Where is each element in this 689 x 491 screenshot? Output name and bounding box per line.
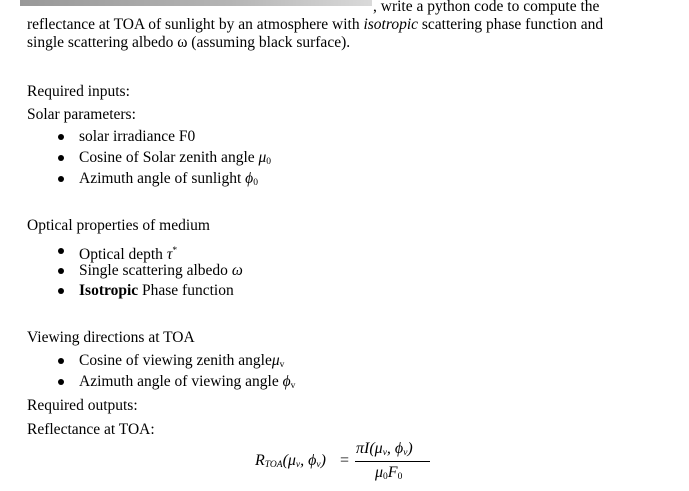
viewing-item-zenith-label: Cosine of viewing zenith angle <box>79 352 272 369</box>
bullet-icon <box>58 268 64 274</box>
numerator-args-close: ) <box>407 440 413 457</box>
formula-numerator <box>356 440 413 458</box>
mu-v-subscript: v <box>295 460 301 470</box>
tau-symbol: τ <box>166 246 173 263</box>
intro-line-2-start: reflectance at TOA of sunlight by an atmosphere with <box>27 16 364 33</box>
mu-zero-symbol: μ <box>375 464 384 481</box>
intro-isotropic-italic: isotropic <box>363 16 419 33</box>
bullet-icon <box>58 358 64 364</box>
irradiance-symbol: F <box>387 464 398 481</box>
viewing-directions-heading <box>27 329 195 347</box>
mu-subscript: 0 <box>266 157 272 167</box>
solar-item-irradiance-text: solar irradiance F0 <box>79 128 196 145</box>
required-inputs-heading <box>27 83 130 101</box>
bullet-icon <box>58 288 64 294</box>
optical-item-depth-text <box>79 242 177 264</box>
tau-superscript: * <box>172 246 178 256</box>
intro-line-2 <box>27 16 603 34</box>
bullet-icon <box>58 155 64 161</box>
intro-line-1-text: , write a python code to compute the <box>373 0 600 15</box>
formula-lhs <box>255 452 326 470</box>
phi-v-subscript: v <box>403 448 408 458</box>
numerator-args-open: (μ <box>369 440 383 457</box>
isotropic-bold: Isotropic <box>79 282 139 299</box>
mu-subscript: v <box>279 360 285 370</box>
equals-sign: = <box>340 452 350 469</box>
lhs-args-mid: , ϕ <box>300 452 317 469</box>
mu-symbol: μ <box>271 352 280 369</box>
bullet-icon <box>58 248 64 254</box>
reflectance-heading <box>27 421 155 439</box>
reflectance-symbol: R <box>255 452 265 469</box>
optical-item-albedo-text <box>79 262 243 280</box>
phi-symbol: ϕ <box>245 170 254 187</box>
intro-line-1 <box>373 0 599 16</box>
reflectance-text: Reflectance at TOA: <box>27 421 155 438</box>
mu-symbol: μ <box>258 149 267 166</box>
viewing-item-zenith-text <box>79 352 284 374</box>
phi-subscript: 0 <box>253 178 258 188</box>
required-inputs-text: Required inputs: <box>27 83 130 100</box>
intro-line-3-text: single scattering albedo ω (assuming black surface). <box>27 34 351 51</box>
f-zero-subscript: 0 <box>397 472 403 482</box>
phi-symbol: ϕ <box>282 373 291 390</box>
bullet-icon <box>58 176 64 182</box>
viewing-directions-text: Viewing directions at TOA <box>27 329 195 346</box>
solar-parameters-heading <box>27 106 136 124</box>
bullet-icon <box>58 379 64 385</box>
cropped-text-remnant <box>20 0 372 6</box>
fraction-bar <box>355 461 430 462</box>
solar-item-azimuth-label: Azimuth angle of sunlight <box>79 170 246 187</box>
mu-zero-subscript: 0 <box>383 472 388 482</box>
viewing-item-azimuth-label: Azimuth angle of viewing angle <box>79 373 283 390</box>
solar-item-zenith-label: Cosine of Solar zenith angle <box>79 149 259 166</box>
lhs-args-open: (μ <box>282 452 296 469</box>
optical-properties-heading <box>27 217 210 235</box>
intro-line-2-end: scattering phase function and <box>418 16 604 33</box>
pi-intensity-symbol: πI <box>356 440 370 457</box>
lhs-args-close: ) <box>320 452 326 469</box>
optical-item-phase-text <box>79 282 234 300</box>
optical-item-phase-label: Phase function <box>138 282 234 299</box>
viewing-item-azimuth-text <box>79 373 295 395</box>
formula-equals <box>340 452 349 470</box>
phi-subscript: v <box>290 381 296 391</box>
bullet-icon <box>58 134 64 140</box>
optical-item-depth-label: Optical depth <box>79 246 167 263</box>
mu-v-subscript: v <box>382 448 387 458</box>
formula-denominator <box>375 464 402 482</box>
intro-line-3 <box>27 34 350 52</box>
required-outputs-heading <box>27 397 138 415</box>
toa-subscript: TOA <box>264 460 283 470</box>
optical-item-albedo-label: Single scattering albedo <box>79 262 232 279</box>
phi-v-subscript: v <box>316 460 321 470</box>
solar-parameters-text: Solar parameters: <box>27 106 136 123</box>
required-outputs-text: Required outputs: <box>27 397 138 414</box>
solar-item-zenith-text <box>79 149 271 171</box>
numerator-args-mid: , ϕ <box>386 440 404 457</box>
optical-properties-text: Optical properties of medium <box>27 217 210 234</box>
omega-symbol: ω <box>231 262 243 279</box>
solar-item-azimuth-text <box>79 170 258 192</box>
